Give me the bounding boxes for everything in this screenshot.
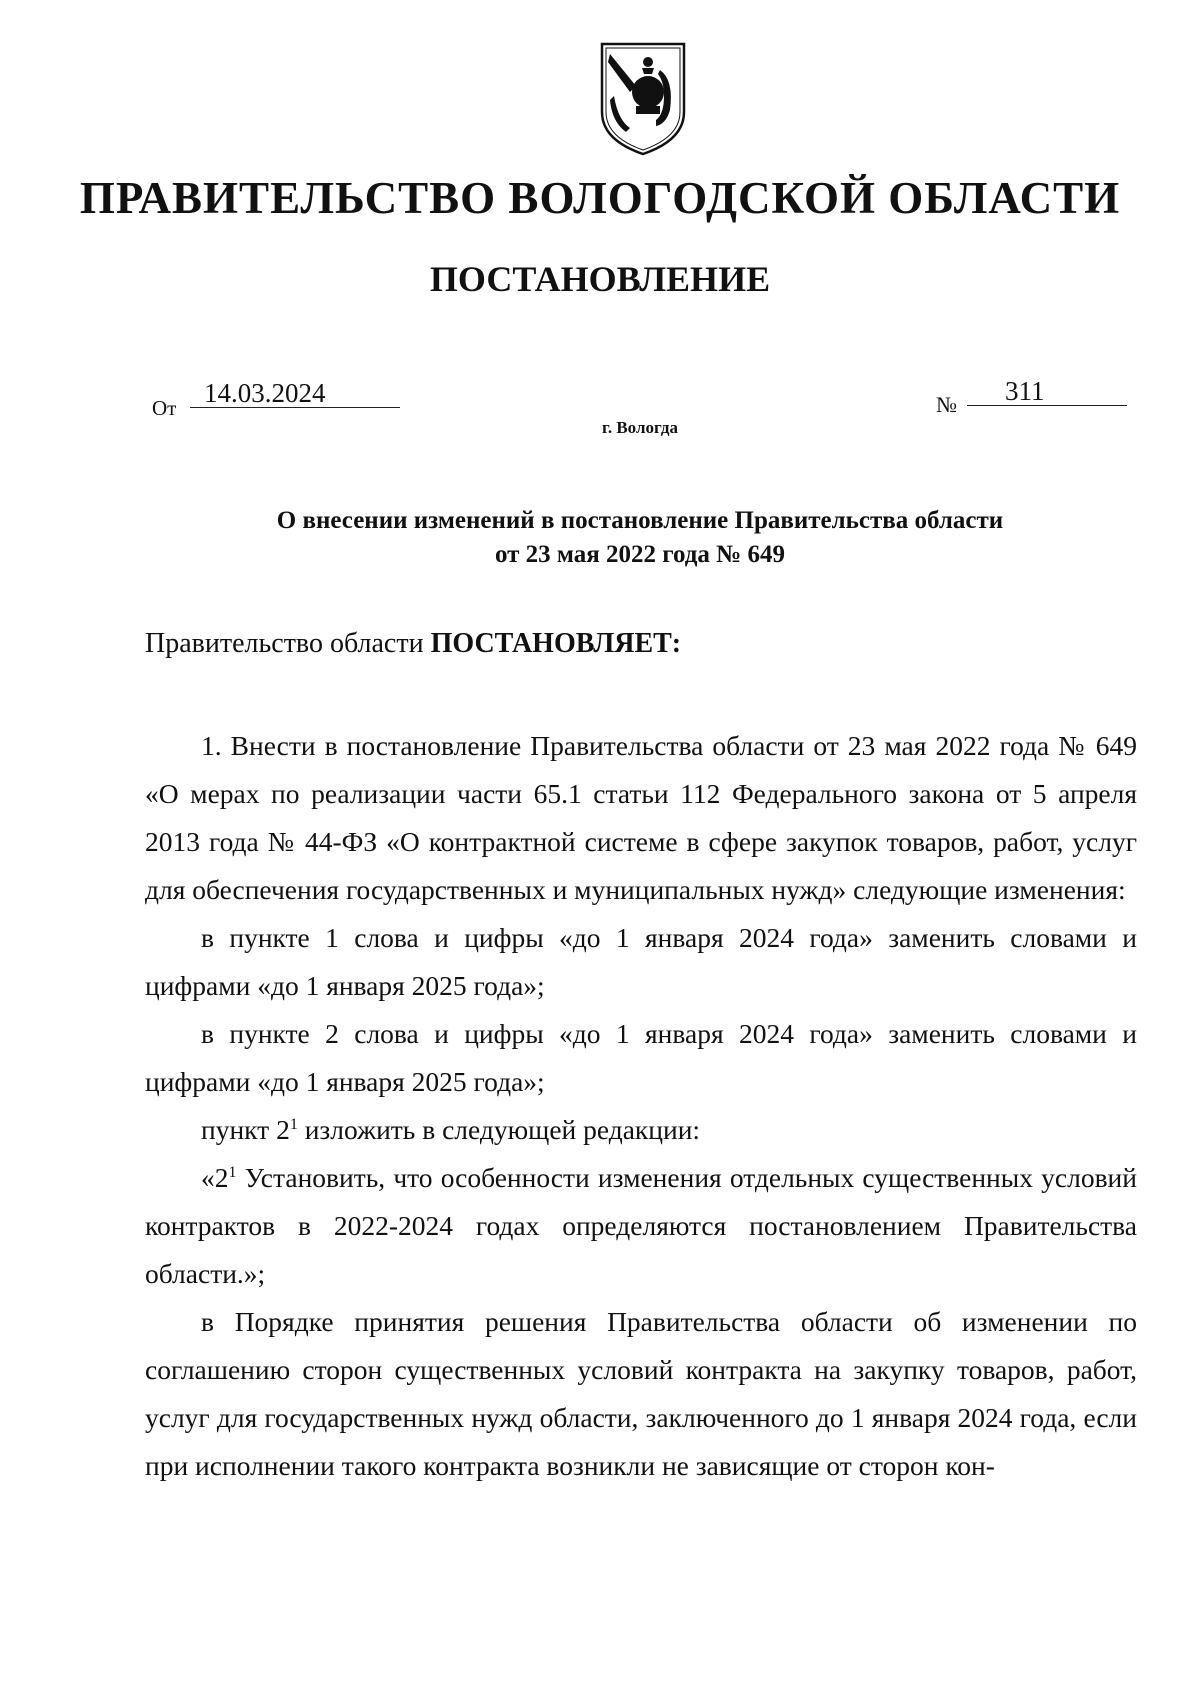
coat-of-arms-icon [596,40,690,158]
paragraph-4-text: пункт 2 [201,1114,290,1145]
document-subject [0,504,1200,572]
paragraph-4-text-end: изложить в следующей редакции: [297,1114,701,1145]
org-title: ПРАВИТЕЛЬСТВО ВОЛОГОДСКОЙ ОБЛАСТИ [79,173,1121,223]
intro-verb: ПОСТАНОВЛЯЕТ: [430,628,682,659]
superscript: 1 [228,1163,237,1181]
subject-line-2: от 23 мая 2022 года № 649 [494,541,786,568]
paragraph-5 [145,1154,1137,1298]
paragraph-4 [145,1106,1137,1154]
document-date: 14.03.2024 [190,378,400,408]
paragraph-3: в пункте 2 слова и цифры «до 1 января 2024 года» заменить словами и цифрами «до 1 января 2025 года»; [145,1018,1137,1097]
city-name: г. Вологда [602,418,678,437]
number-label: № [936,392,957,417]
paragraph-2: в пункте 1 слова и цифры «до 1 января 2024 года» заменить словами и цифрами «до 1 января 2025 года»; [145,922,1137,1001]
document-body [145,722,1137,1490]
paragraph-6: в Порядке принятия решения Правительства области об изменении по соглашению сторон существенных условий контракта на закупку товаров, работ, услуг для государственных нужд области, заключенного до 1 января 2024 года, если при исполнении такого контракта возникли не зависящие от сторон кон- [145,1306,1137,1481]
paragraph-1: 1. Внести в постановление Правительства области от 23 мая 2022 года № 649 «О мерах по реализации части 65.1 статьи 112 Федерального закона от 5 апреля 2013 года № 44-ФЗ «О контрактной системе в сфере закупок товаров, работ, услуг для обеспечения государственных и муниципальных нужд» следующие изменения: [145,730,1137,905]
paragraph-5-text-end: Установить, что особенности изменения отдельных существенных условий контрактов в 2022-2024 годах определяются постановлением Правительства области.»; [145,1162,1137,1289]
superscript: 1 [289,1115,298,1133]
resolution-intro [145,628,681,660]
paragraph-5-text: «2 [201,1162,229,1193]
subject-line-1: О внесении изменений в постановление Правительства области [276,507,1004,534]
date-label: От [152,396,177,420]
doc-type: ПОСТАНОВЛЕНИЕ [429,259,771,299]
intro-lead: Правительство области [145,628,431,659]
document-number: 311 [967,376,1127,406]
